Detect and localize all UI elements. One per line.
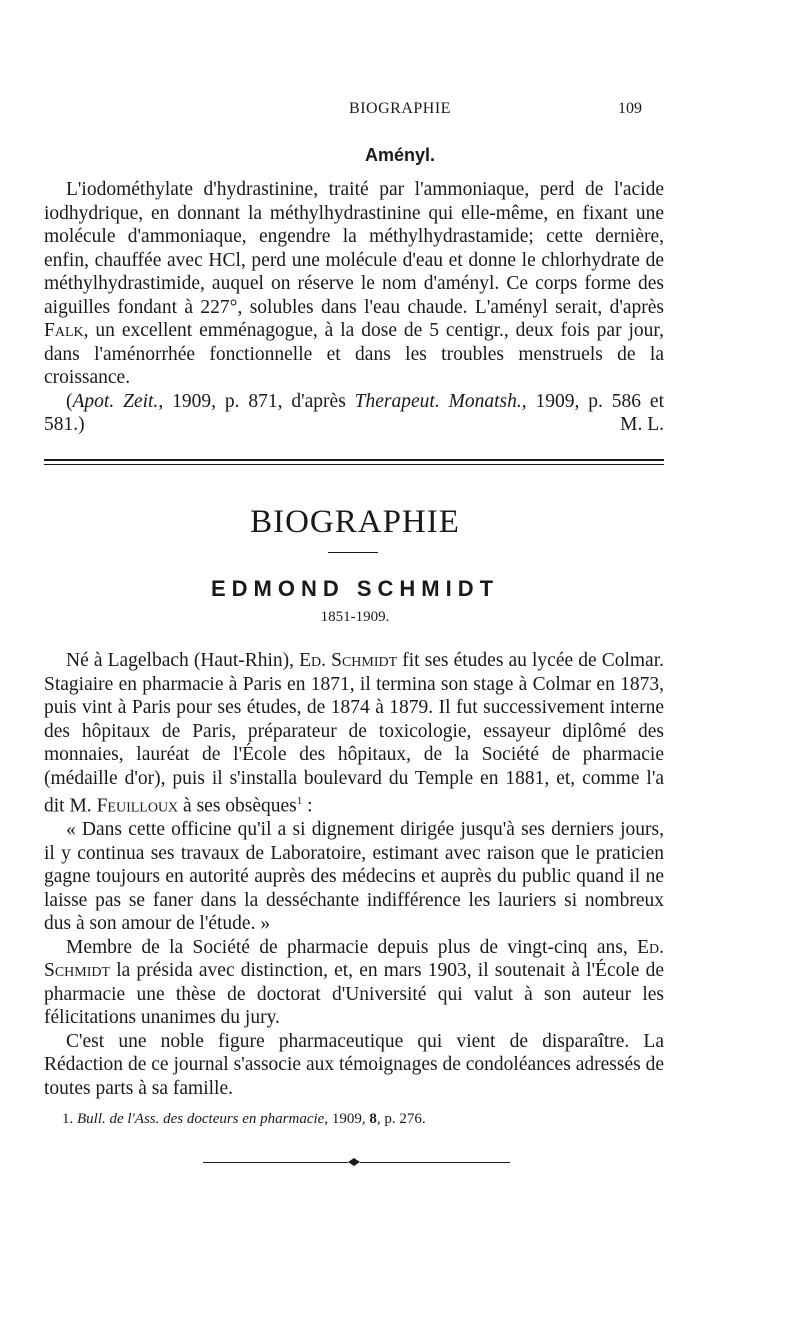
biography-paragraph-1: Né à Lagelbach (Haut-Rhin), Ed. Schmidt fit ses études au lycée de Colmar. Stagiaire en pharmacie à Paris en 1871, il termina son stage à Colmar en 1873, puis vint à Paris pour ses études, de 1874 à 1879. Il fut successivement interne des hôpitaux de Paris, préparateur de toxicologie, essayeur diplômé des monnaies, lauréat de l'École des hôpitaux, de la Société de pharmacie (médaille d'or), puis il s'installa boulevard du Temple en 1881, et, comme l'a dit M. Feuilloux à ses obsèques$^1$ : <box>44 650 664 817</box>
section-heading-amenyl: Aményl. <box>364 145 436 165</box>
page-number: 109 <box>618 100 642 117</box>
running-title: BIOGRAPHIE <box>349 100 451 117</box>
biography-body <box>44 649 664 1100</box>
amenyl-reference: (Apot. Zeit., 1909, p. 871, d'après Therapeut. Monatsh., 1909, p. 586 et 581.) M. L. <box>44 390 664 435</box>
ornament-line-right <box>360 1162 510 1163</box>
amenyl-paragraph: L'iodométhylate d'hydrastinine, traité par l'ammoniaque, perd de l'acide iodhydrique, en donnant la méthylhydrastinine qui elle-même, en fixant une molécule d'ammoniaque, engendre la méthylhydrastamide; cette dernière, enfin, chauffée avec HCl, perd une molécule d'eau et donne le chlorhydrate de méthylhydrastimide, auquel on réserve le nom d'aményl. Ce corps forme des aiguilles fondant à 227°, solubles dans l'eau chaude. L'aményl serait, d'après Falk, un excellent emménagogue, à la dose de 5 centigr., deux fois par jour, dans l'aménorrhée fonctionnelle et dans les troubles menstruels de la croissance. <box>44 179 664 388</box>
life-dates: 1851-1909. <box>320 609 390 625</box>
biography-title: BIOGRAPHIE <box>250 504 460 540</box>
ornament-diamond <box>348 1158 360 1166</box>
biography-paragraph-2: « Dans cette officine qu'il a si dignement dirigée jusqu'à ses derniers jours, il y continua ses travaux de Laboratoire, estimant avec raison que le praticien gagne toujours en autorité auprès des médecins et auprès du public quand il ne laisse pas se faner dans la desséchante indifférence les lauriers si nombreux dus à son amour de l'étude. » <box>44 819 664 934</box>
title-rule <box>328 552 378 553</box>
author-reference: Falk <box>44 320 84 341</box>
ornament-line-left <box>203 1162 348 1163</box>
amenyl-article <box>44 178 664 437</box>
footnote-marker: 1 <box>296 795 303 807</box>
biography-paragraph-4: C'est une noble figure pharmaceutique qui vient de disparaître. La Rédaction de ce journal s'associe aux témoignages de condoléances adressés de toutes parts à sa famille. <box>44 1030 664 1099</box>
footnote: 1. Bull. de l'Ass. des docteurs en pharmacie, 1909, 8, p. 276. <box>62 1111 426 1127</box>
signature: M. L. <box>620 414 664 435</box>
biography-paragraph-3: Membre de la Société de pharmacie depuis plus de vingt-cinq ans, Ed. Schmidt la présida avec distinction, et, en mars 1903, il soutenait à l'École de pharmacie une thèse de doctorat d'Université qui valut à son auteur les félicitations unanimes du jury. <box>44 936 664 1028</box>
double-rule-top <box>44 459 664 461</box>
person-name: EDMOND SCHMIDT <box>210 576 500 601</box>
double-rule-bottom <box>44 464 664 465</box>
